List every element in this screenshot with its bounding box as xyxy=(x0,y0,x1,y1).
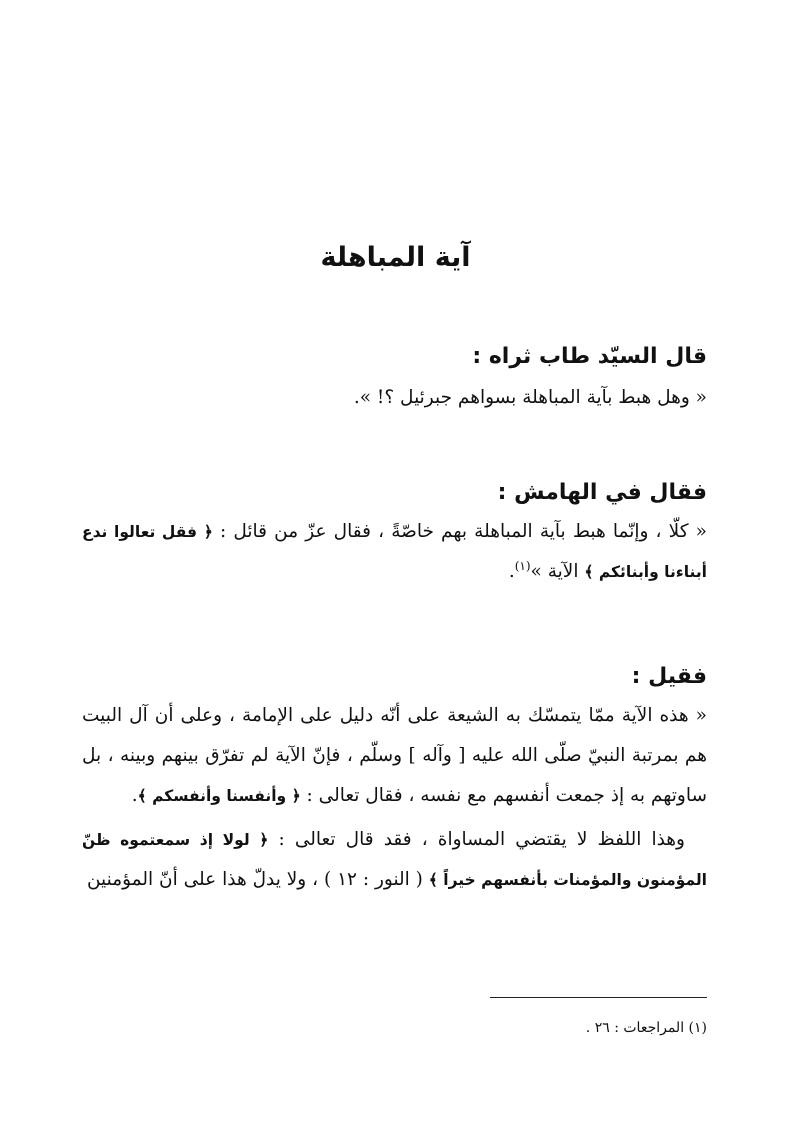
section-sayyid-quote xyxy=(82,340,707,418)
paragraph-text: الآية » xyxy=(530,561,585,582)
footnote-divider xyxy=(490,997,707,998)
paragraph-text: . xyxy=(131,785,138,806)
paragraph-text: « هذه الآية ممّا يتمسّك به الشيعة على أنّه دليل على الإمامة ، وعلى أن آل البيت هم بمرتبة النبيّ صلّى الله عليه [ وآله ] وسلّم ، فإنّ الآية لم تفرّق بينهم وبينه ، بل ساوتهم به إذ جمعت أنفسهم مع نفسه ، فقال تعالى : xyxy=(82,705,707,806)
paragraph-text: ( النور : ١٢ ) ، ولا يدلّ هذا على أنّ المؤمنين xyxy=(86,869,429,890)
body-paragraph xyxy=(82,696,707,816)
quran-verse: ﴿ فقل تعالوا ندع أبناءنا وأبنائكم ﴾ xyxy=(82,523,707,581)
quran-verse: ﴿ وأنفسنا وأنفسكم ﴾ xyxy=(137,787,301,805)
paragraph-text: « كلّا ، وإنّما هبط بآية المباهلة بهم خاصّةً ، فقال عزّ من قائل : xyxy=(212,521,707,542)
body-paragraph xyxy=(82,820,707,900)
paragraph-text: . xyxy=(508,561,515,582)
section-heading: فقيل : xyxy=(631,664,707,689)
section-footnote-remark xyxy=(82,476,707,592)
page-title: آية المباهلة xyxy=(320,242,471,273)
body-paragraph xyxy=(82,512,707,592)
footnote: (١) المراجعات : ٢٦ . xyxy=(585,1020,707,1036)
section-heading: فقال في الهامش : xyxy=(497,480,707,505)
footnote-reference: (١) xyxy=(514,558,531,573)
paragraph-text: وهذا اللفظ لا يقتضي المساواة ، فقد قال تعالى : xyxy=(268,829,685,850)
section-heading: قال السيّد طاب ثراه : xyxy=(472,344,707,369)
section-objection xyxy=(82,660,707,900)
quote-paragraph: « وهل هبط بآية المباهلة بسواهم جبرئيل ؟! ». xyxy=(353,387,707,408)
quran-verse: ﴿ لولا إذ سمعتموه ظنّ المؤمنون والمؤمنات بأنفسهم خيراً ﴾ xyxy=(82,831,707,889)
